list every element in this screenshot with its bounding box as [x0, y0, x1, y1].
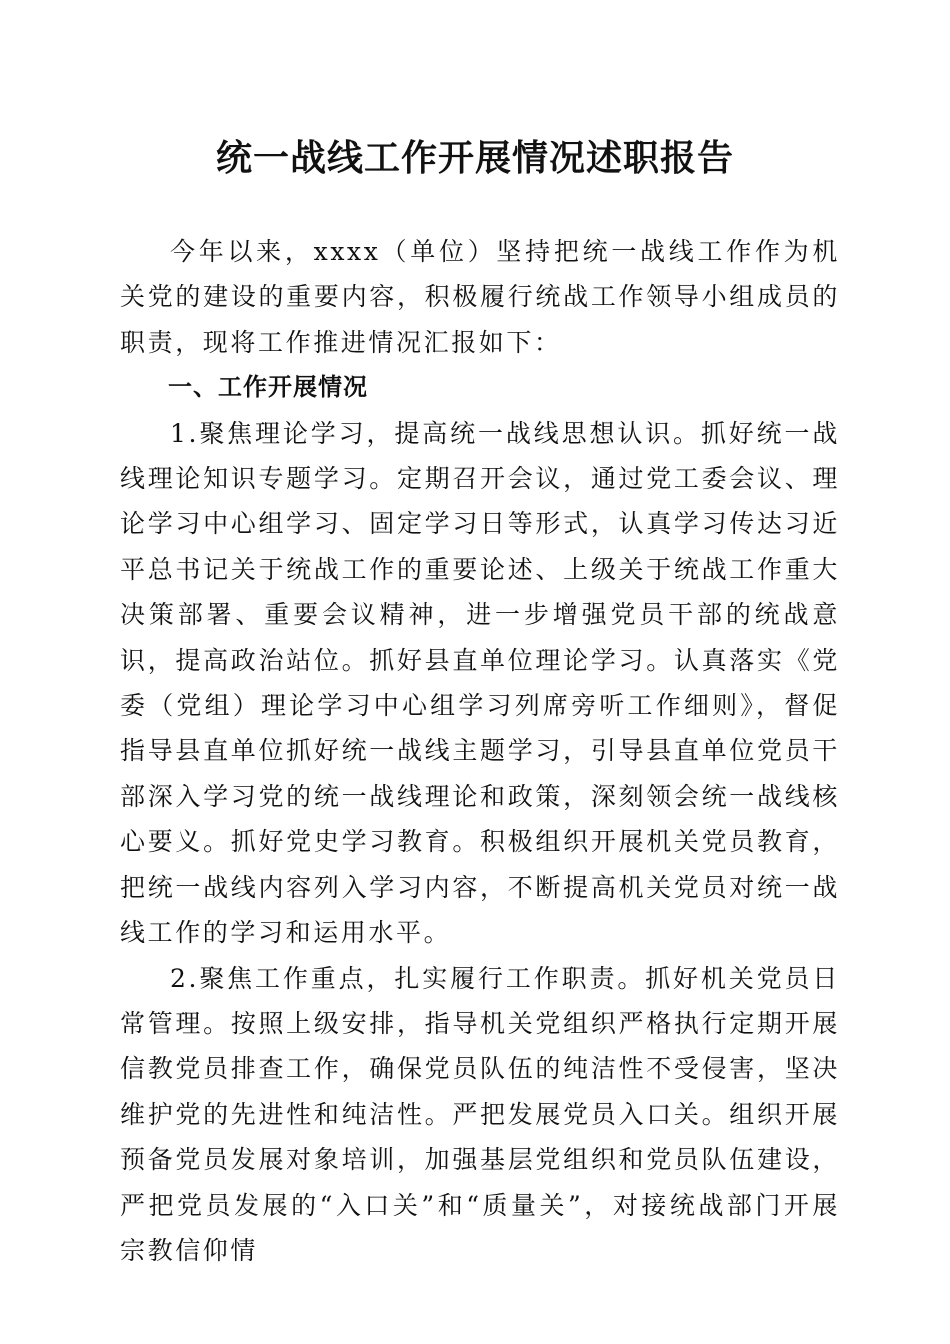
- paragraph-2: 2.聚焦工作重点，扎实履行工作职责。抓好机关党员日常管理。按照上级安排，指导机关党组织严格执行定期开展信教党员排查工作，确保党员队伍的纯洁性不受侵害，坚决维护党的先进性和纯洁性。严把发展党员入口关。组织开展预备党员发展对象培训，加强基层党组织和党员队伍建设，严把党员发展的“入口关”和“质量关”，对接统战部门开展宗教信仰情: [120, 963, 840, 1265]
- section-heading: 一、工作开展情况: [168, 373, 368, 402]
- intro-paragraph: 今年以来，xxxx（单位）坚持把统一战线工作作为机关党的建设的重要内容，积极履行统战工作领导小组成员的职责，现将工作推进情况汇报如下：: [120, 237, 840, 357]
- document-body: [120, 229, 840, 1273]
- paragraph-1: 1.聚焦理论学习，提高统一战线思想认识。抓好统一战线理论知识专题学习。定期召开会议，通过党工委会议、理论学习中心组学习、固定学习日等形式，认真学习传达习近平总书记关于统战工作的重要论述、上级关于统战工作重大决策部署、重要会议精神，进一步增强党员干部的统战意识，提高政治站位。抓好县直单位理论学习。认真落实《党委（党组）理论学习中心组学习列席旁听工作细则》，督促指导县直单位抓好统一战线主题学习，引导县直单位党员干部深入学习党的统一战线理论和政策，深刻领会统一战线核心要义。抓好党史学习教育。积极组织开展机关党员教育，把统一战线内容列入学习内容，不断提高机关党员对统一战线工作的学习和运用水平。: [120, 418, 840, 948]
- document-title: 统一战线工作开展情况述职报告: [215, 137, 734, 179]
